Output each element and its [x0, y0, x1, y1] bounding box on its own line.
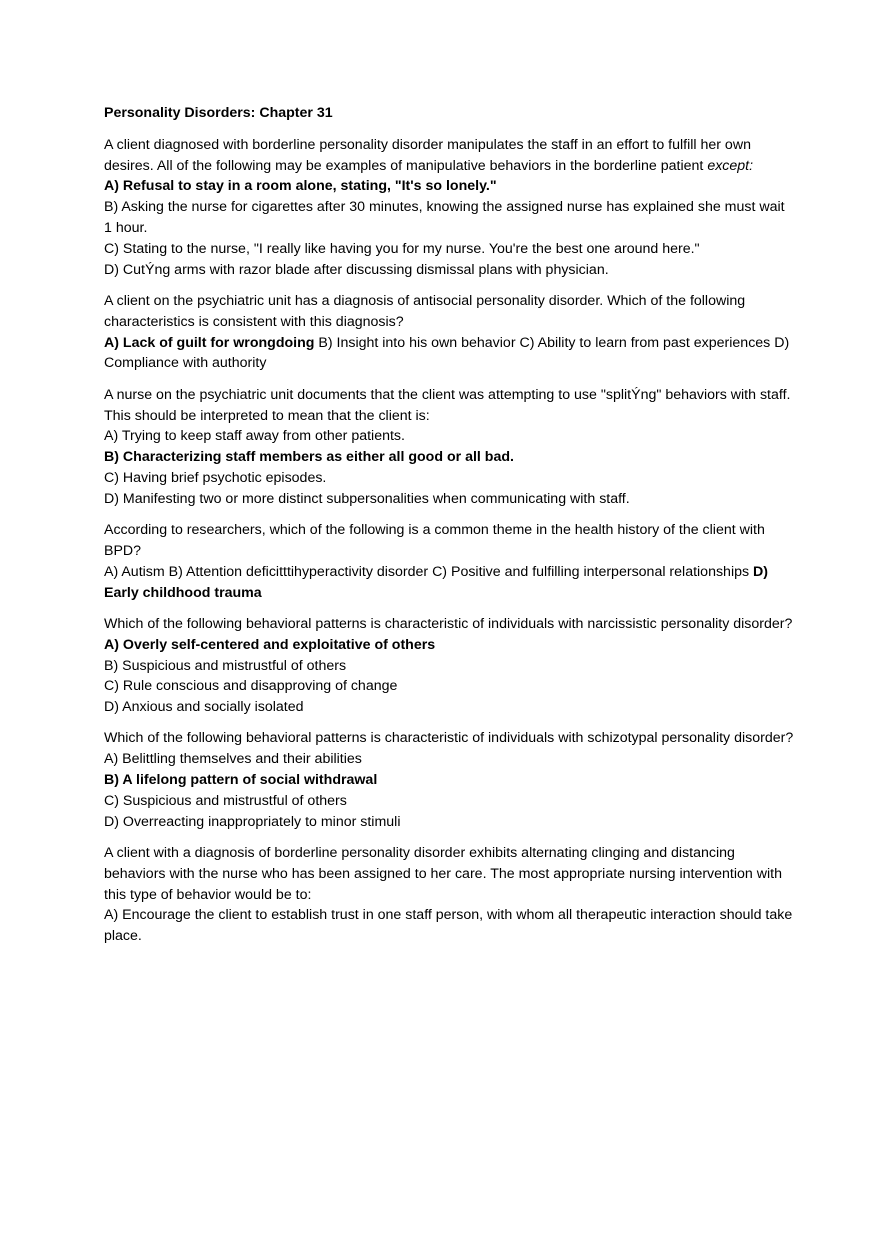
- answer-option-correct: A) Refusal to stay in a room alone, stating, "It's so lonely.": [104, 178, 497, 195]
- question-stem: A client with a diagnosis of borderline personality disorder exhibits alternating clinging and distancing behaviors with the nurse who has been assigned to her care. The most appropriate nursing intervention with this type of behavior would be to:: [104, 845, 782, 903]
- inline-options-row: [104, 333, 794, 375]
- answer-option: B) Insight into his own behavior: [318, 334, 516, 351]
- answer-option-correct: D) Early childhood trauma: [104, 563, 769, 601]
- question-stem: Which of the following behavioral patterns is characteristic of individuals with schizotypal personality disorder?: [104, 730, 794, 747]
- answer-option: B) Suspicious and mistrustful of others: [104, 657, 347, 674]
- question-stem: According to researchers, which of the following is a common theme in the health history of the client with BPD?: [104, 522, 765, 559]
- answer-option: D) CutÝng arms with razor blade after discussing dismissal plans with physician.: [104, 261, 609, 278]
- question-5: [104, 614, 794, 718]
- answer-option-correct: B) A lifelong pattern of social withdrawal: [104, 772, 378, 789]
- answer-option: A) Trying to keep staff away from other patients.: [104, 428, 405, 445]
- inline-options-row: [104, 562, 794, 604]
- answer-option: D) Compliance with authority: [104, 334, 790, 372]
- answer-option: C) Stating to the nurse, "I really like having you for my nurse. You're the best one around here.": [104, 240, 700, 257]
- document-title: Personality Disorders: Chapter 31: [104, 105, 333, 121]
- answer-option: C) Ability to learn from past experiences: [519, 334, 771, 351]
- answer-option: A) Autism: [104, 563, 165, 580]
- answer-option: D) Manifesting two or more distinct subpersonalities when communicating with staff.: [104, 490, 630, 507]
- answer-option: C) Rule conscious and disapproving of change: [104, 678, 398, 695]
- question-stem: A nurse on the psychiatric unit documents that the client was attempting to use "splitÝng" behaviors with staff. This should be interpreted to mean that the client is:: [104, 386, 791, 424]
- answer-option: D) Anxious and socially isolated: [104, 699, 304, 716]
- question-stem-text: A client diagnosed with borderline personality disorder manipulates the staff in an effort to fulfill her own desires. All of the following may be examples of manipulative behaviors in the borderline patient: [104, 136, 751, 174]
- question-stem: [104, 135, 794, 177]
- question-7: [104, 843, 794, 947]
- answer-option: C) Positive and fulfilling interpersonal relationships: [432, 563, 750, 580]
- answer-option: A) Belittling themselves and their abilities: [104, 751, 362, 768]
- question-4: [104, 520, 794, 603]
- question-stem: Which of the following behavioral patterns is characteristic of individuals with narcissistic personality disorder?: [104, 615, 793, 632]
- document-page: [104, 103, 794, 958]
- answer-option-correct: A) Overly self-centered and exploitative of others: [104, 636, 436, 653]
- answer-option-correct: B) Characterizing staff members as either all good or all bad.: [104, 449, 514, 466]
- answer-option: B) Asking the nurse for cigarettes after 30 minutes, knowing the assigned nurse has explained she must wait 1 hour.: [104, 199, 785, 236]
- answer-option: A) Encourage the client to establish trust in one staff person, with whom all therapeutic interaction should take place.: [104, 907, 793, 945]
- answer-option: C) Having brief psychotic episodes.: [104, 469, 327, 486]
- answer-option: B) Attention deficitttihyperactivity disorder: [168, 563, 429, 580]
- question-1: [104, 135, 794, 281]
- question-6: [104, 728, 794, 832]
- question-2: [104, 291, 794, 374]
- question-stem-emphasis: except:: [707, 157, 754, 174]
- question-stem: A client on the psychiatric unit has a diagnosis of antisocial personality disorder. Which of the following characteristics is consistent with this diagnosis?: [104, 292, 746, 330]
- question-3: [104, 385, 794, 510]
- answer-option-correct: A) Lack of guilt for wrongdoing: [104, 334, 315, 351]
- answer-option: C) Suspicious and mistrustful of others: [104, 792, 347, 809]
- answer-option: D) Overreacting inappropriately to minor stimuli: [104, 813, 401, 830]
